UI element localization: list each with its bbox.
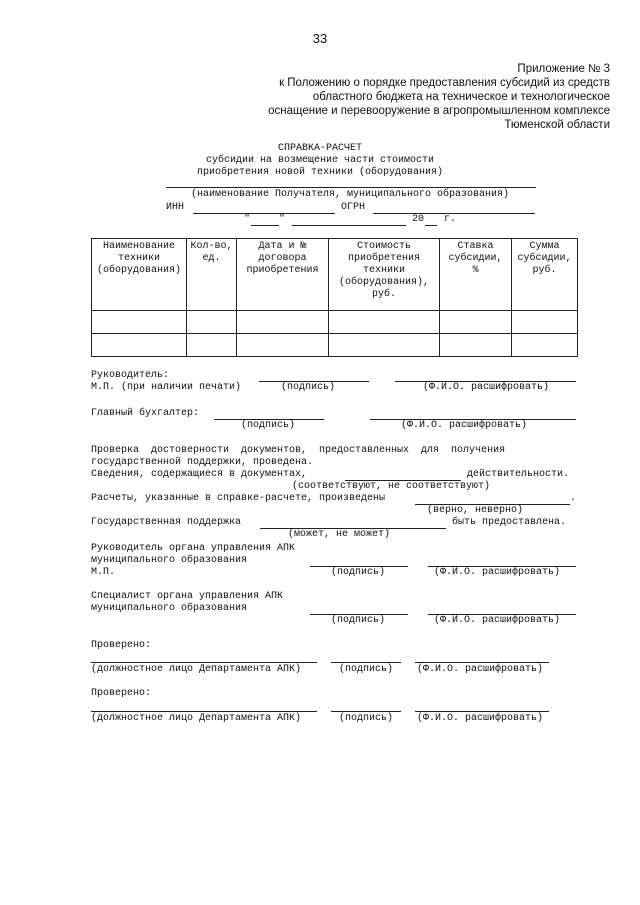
- apk-head-label: Руководитель органа управления АПК: [91, 543, 296, 554]
- conformity-caption: (соответствуют, не соответствуют): [292, 481, 491, 492]
- header-equipment-name: Наименование техники (оборудования): [92, 239, 187, 311]
- sign-caption: (подпись): [331, 567, 386, 578]
- table-cell: [92, 334, 187, 357]
- checked-label: Проверено:: [91, 640, 152, 651]
- ogrn-label: ОГРН: [341, 202, 366, 213]
- document-title: СПРАВКА-РАСЧЕТ: [277, 143, 362, 154]
- table-cell: [92, 311, 187, 334]
- apk-head-label: М.П.: [91, 567, 116, 578]
- verification-text: Расчеты, указанные в справке-расчете, произведены: [91, 493, 386, 504]
- appendix-line: оснащение и перевооружение в агропромышленном комплексе: [268, 105, 610, 117]
- table-row: [92, 311, 578, 334]
- checked-sign-line: [331, 711, 401, 712]
- checked-position-line: [91, 662, 317, 663]
- checked-fio-line: [415, 711, 549, 712]
- table-cell: [512, 334, 578, 357]
- date-year-suffix: г.: [444, 214, 457, 225]
- calculation-caption: (верно, неверно): [427, 505, 524, 516]
- inn-label: ИНН: [166, 202, 185, 213]
- appendix-line: Тюменской области: [504, 119, 610, 131]
- document-subtitle: субсидии на возмещение части стоимости: [205, 155, 435, 166]
- fio-caption: (Ф.И.О. расшифровать): [417, 713, 544, 724]
- verification-text: быть предоставлена.: [452, 517, 567, 528]
- date-quote-close: ": [279, 214, 286, 225]
- document-subtitle: приобретения новой техники (оборудования): [196, 167, 444, 178]
- table-cell: [440, 311, 512, 334]
- apk-specialist-label: Специалист органа управления АПК: [91, 591, 284, 602]
- appendix-block: [230, 62, 610, 132]
- header-contract: Дата и № договора приобретения: [237, 239, 329, 311]
- table-cell: [512, 311, 578, 334]
- appendix-line: к Положению о порядке предоставления субсидий из средств: [279, 77, 610, 89]
- inn-field: [193, 213, 335, 214]
- table-header-row: [92, 239, 578, 311]
- support-caption: (может, не может): [288, 529, 391, 540]
- checked-position-line: [91, 711, 317, 712]
- sign-caption: (подпись): [281, 382, 336, 393]
- checked-fio-line: [415, 662, 549, 663]
- fio-caption: (Ф.И.О. расшифровать): [417, 664, 544, 675]
- header-quantity: Кол-во, ед.: [187, 239, 237, 311]
- appendix-title: Приложение № 3: [517, 63, 610, 75]
- verification-text: .: [570, 493, 577, 504]
- table-cell: [187, 334, 237, 357]
- sign-caption: (подпись): [331, 615, 386, 626]
- recipient-name-line: [166, 187, 536, 188]
- checked-label: Проверено:: [91, 688, 152, 699]
- apk-head-label: муниципального образования: [91, 555, 248, 566]
- table-cell: [237, 334, 329, 357]
- sign-caption: (подпись): [339, 713, 394, 724]
- header-cost: Стоимость приобретения техники (оборудования), руб.: [329, 239, 440, 311]
- date-year-field: [425, 225, 437, 226]
- recipient-caption: (наименование Получателя, муниципального образования): [190, 189, 510, 200]
- appendix-line: областного бюджета на техническое и технологическое: [312, 91, 610, 103]
- fio-caption: (Ф.И.О. расшифровать): [434, 615, 561, 626]
- subsidy-table: [91, 238, 578, 357]
- table-cell: [187, 311, 237, 334]
- fio-caption: (Ф.И.О. расшифровать): [423, 382, 550, 393]
- date-day-field: [251, 225, 279, 226]
- date-year-prefix: 20: [412, 214, 425, 225]
- table-cell: [440, 334, 512, 357]
- verification-text: государственной поддержки, проведена.: [91, 457, 314, 468]
- mp-note: М.П. (при наличии печати): [91, 382, 242, 393]
- header-rate: Ставка субсидии, %: [440, 239, 512, 311]
- page-number: 33: [312, 31, 328, 46]
- table-cell: [237, 311, 329, 334]
- verification-text: Проверка достоверности документов, предоставленных для получения: [91, 445, 506, 456]
- head-label: Руководитель:: [91, 370, 170, 381]
- sign-caption: (подпись): [241, 420, 296, 431]
- table-cell: [329, 311, 440, 334]
- date-quote-open: ": [244, 214, 251, 225]
- checked-sign-line: [331, 662, 401, 663]
- table-cell: [329, 334, 440, 357]
- date-month-field: [292, 225, 406, 226]
- fio-caption: (Ф.И.О. расшифровать): [401, 420, 528, 431]
- sign-caption: (подпись): [339, 664, 394, 675]
- checked-position-caption: (должностное лицо Департамента АПК): [91, 713, 302, 724]
- verification-text: Сведения, содержащиеся в документах,: [91, 469, 308, 480]
- verification-text: действительности.: [467, 469, 570, 480]
- apk-specialist-label: муниципального образования: [91, 603, 248, 614]
- fio-caption: (Ф.И.О. расшифровать): [434, 567, 561, 578]
- accountant-label: Главный бухгалтер:: [91, 408, 200, 419]
- checked-position-caption: (должностное лицо Департамента АПК): [91, 664, 302, 675]
- header-subsidy-sum: Сумма субсидии, руб.: [512, 239, 578, 311]
- verification-text: Государственная поддержка: [91, 517, 242, 528]
- table-row: [92, 334, 578, 357]
